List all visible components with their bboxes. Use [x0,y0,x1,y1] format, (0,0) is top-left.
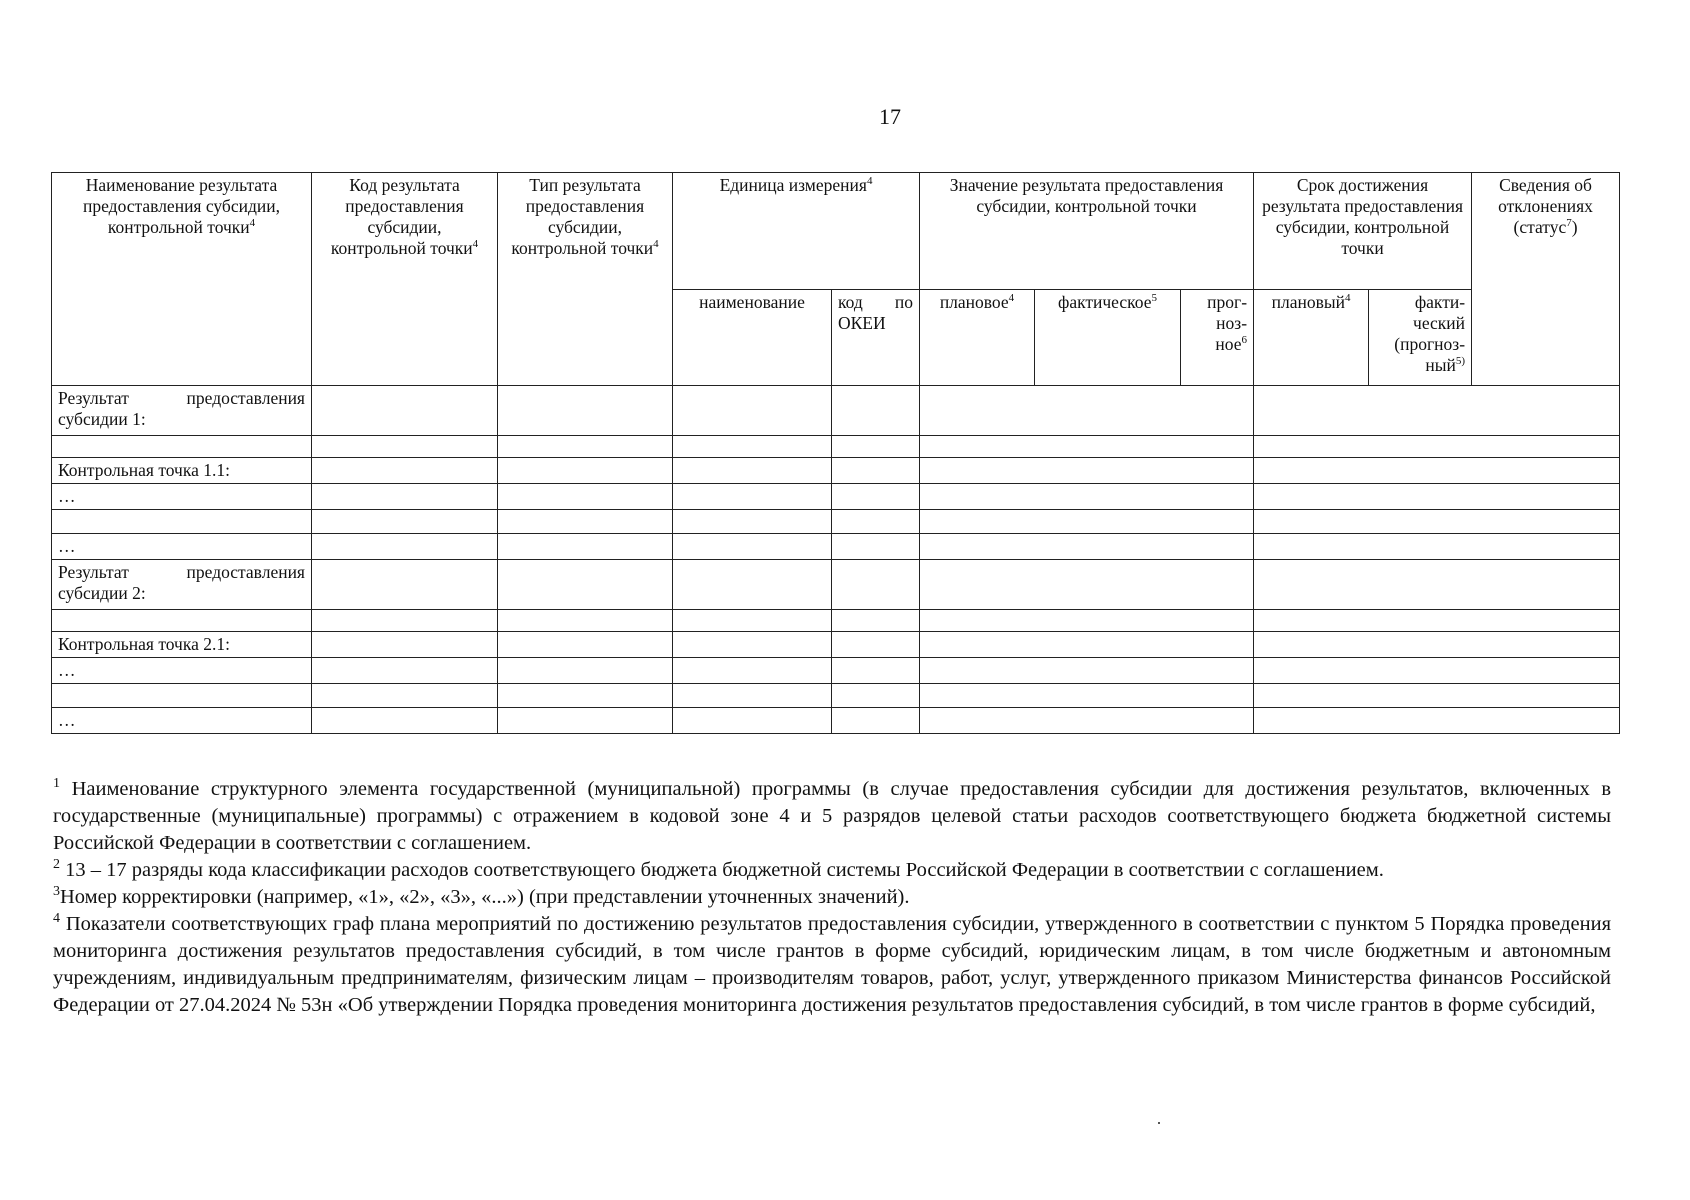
header-value: Значение результата предоставления субсидии, контрольной точки [920,173,1254,290]
row-label: … [52,534,312,560]
row-label [52,610,312,632]
footnote-text: Показатели соответствующих граф плана мероприятий по достижению результатов предоставления субсидии, утвержденного в соответствии с пунктом 5 Порядка проведения мониторинга достижения результатов предоставления субсидий, в том числе грантов в форме субсидий, юридическим лицам, в том числе бюджетным и автономным учреждениям, индивидуальным предпринимателям, физическим лицам – производителям товаров, работ, услуг, утвержденного приказом Министерства финансов Российской Федерации от 27.04.2024 № 53н «Об утверждении Порядка проведения мониторинга достижения результатов предоставления субсидий, в том числе грантов в форме субсидий, [53,913,1611,1016]
row-label: … [52,708,312,734]
table-row [52,386,1620,436]
header-deadline: Срок достижения результата предоставления субсидии, контрольной точки [1254,173,1472,290]
header-unit: Единица измерения$^4$ [673,173,920,290]
row-label [52,510,312,534]
table-row [52,510,1620,534]
header-unit-code: код по ОКЕИ [832,290,920,386]
header-result-code: Код результата предоставления субсидии, контрольной точки$^4$ [312,173,498,386]
row-label [52,436,312,458]
table-row [52,684,1620,708]
row-label: Контрольная точка 1.1: [52,458,312,484]
scan-speck [1158,1122,1160,1124]
footnote-text: Номер корректировки (например, «1», «2», «3», «...») (при представлении уточненных значений). [60,886,910,908]
footnote-3 [53,884,1611,911]
table-row [52,436,1620,458]
table-row [52,632,1620,658]
row-label: Результат предоставления субсидии 2: [52,560,312,610]
table-row [52,560,1620,610]
footnote-mark: 2 [53,857,60,873]
row-label: … [52,658,312,684]
table-row [52,534,1620,560]
footnote-4 [53,911,1611,1019]
footnote-2 [53,857,1611,884]
row-label: … [52,484,312,510]
header-result-name: Наименование результата предоставления субсидии, контрольной точки$^4$ [52,173,312,386]
footnote-mark: 4 [53,911,60,927]
header-deviation: Сведения об отклонениях (статус$^7$) [1472,173,1620,386]
page-number: 17 [879,104,901,129]
header-deadline-fact: факти-ческий (прогноз-ный$^{5)}$ [1369,290,1472,386]
header-result-type: Тип результата предоставления субсидии, контрольной точки$^4$ [498,173,673,386]
header-deadline-plan: плановый$^4$ [1254,290,1369,386]
footnotes [53,776,1611,1019]
footnote-text: Наименование структурного элемента государственной (муниципальной) программы (в случае предоставления субсидии для достижения результатов, включенных в государственные (муниципальные) программы) с отражением в кодовой зоне 4 и 5 разрядов целевой статьи расходов соответствующего бюджета бюджетной системы Российской Федерации в соответствии с соглашением. [53,778,1612,854]
footnote-1 [53,776,1611,857]
row-label [52,684,312,708]
footnote-mark: 3 [53,884,60,900]
table-row [52,708,1620,734]
table-row [52,458,1620,484]
row-label: Контрольная точка 2.1: [52,632,312,658]
header-value-plan: плановое$^4$ [920,290,1035,386]
table-row [52,658,1620,684]
header-value-fact: фактическое$^5$ [1035,290,1181,386]
footnote-text: 13 – 17 разряды кода классификации расходов соответствующего бюджета бюджетной системы Российской Федерации в соответствии с соглашением. [65,859,1384,881]
header-unit-name: наименование [673,290,832,386]
footnote-mark: 1 [53,776,60,792]
table-row [52,484,1620,510]
row-label: Результат предоставления субсидии 1: [52,386,312,436]
header-value-forecast: прог-ноз-ное$^6$ [1181,290,1254,386]
subsidy-results-table [51,172,1620,734]
table-row [52,610,1620,632]
